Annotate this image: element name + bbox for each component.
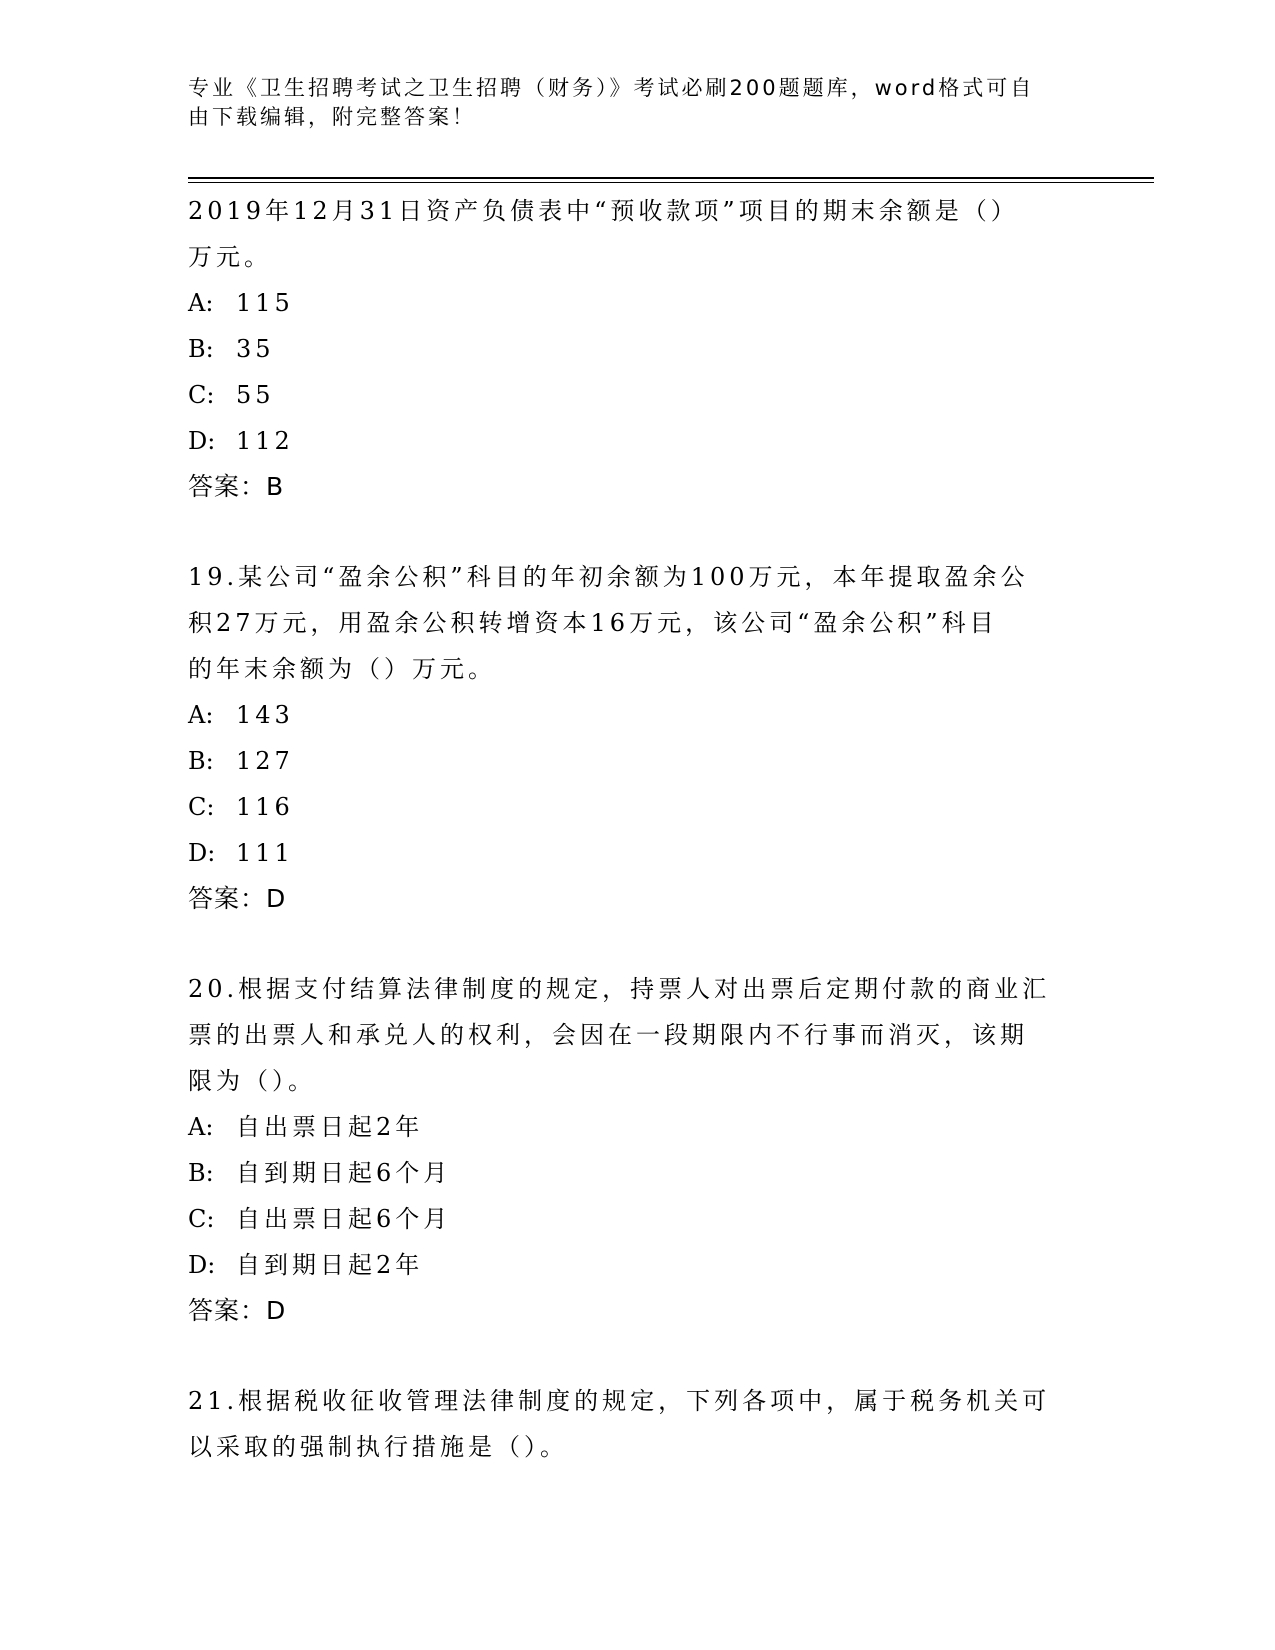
option-text: 55 <box>236 381 275 409</box>
option-c <box>188 784 1088 830</box>
option-letter: B: <box>188 335 214 363</box>
header-divider-thin <box>188 182 1154 183</box>
option-text: 112 <box>236 427 294 455</box>
question-text-line: 2019年12月31日资产负债表中“预收款项”项目的期末余额是（） <box>188 197 1019 225</box>
option-text: 116 <box>236 793 294 821</box>
option-text: 111 <box>236 839 294 867</box>
option-d <box>188 418 1088 464</box>
option-letter: D: <box>188 839 216 867</box>
question-block <box>188 188 1088 510</box>
option-text: 127 <box>236 747 294 775</box>
option-letter: B: <box>188 747 214 775</box>
question-text-line: 20.根据支付结算法律制度的规定，持票人对出票后定期付款的商业汇 <box>188 975 1051 1003</box>
question-text-line: 21.根据税收征收管理法律制度的规定，下列各项中，属于税务机关可 <box>188 1387 1051 1415</box>
option-letter: D: <box>188 427 216 455</box>
option-text: 35 <box>236 335 275 363</box>
option-letter: B: <box>188 1159 214 1187</box>
question-block <box>188 1378 1088 1470</box>
option-text: 115 <box>236 289 294 317</box>
question-text-line: 限为（）。 <box>188 1067 316 1095</box>
option-b <box>188 738 1088 784</box>
answer-line: 答案：B <box>188 472 285 501</box>
option-text: 自出票日起2年 <box>236 1113 424 1141</box>
header-line-2: 由下载编辑，附完整答案！ <box>188 105 476 129</box>
question-block <box>188 966 1088 1334</box>
option-b <box>188 1150 1088 1196</box>
question-block <box>188 554 1088 922</box>
question-text-line: 积27万元，用盈余公积转增资本16万元，该公司“盈余公积”科目 <box>188 609 998 637</box>
option-letter: A: <box>188 701 214 729</box>
option-a <box>188 1104 1088 1150</box>
option-text: 143 <box>236 701 294 729</box>
question-text-line: 以采取的强制执行措施是（）。 <box>188 1433 568 1461</box>
header-line-1: 专业《卫生招聘考试之卫生招聘（财务）》考试必刷200题题库，word格式可自 <box>188 76 1035 100</box>
option-text: 自到期日起2年 <box>236 1251 424 1279</box>
option-letter: C: <box>188 381 215 409</box>
option-letter: C: <box>188 1205 215 1233</box>
question-list <box>188 188 1088 1514</box>
question-text-line: 万元。 <box>188 243 272 271</box>
option-letter: A: <box>188 289 214 317</box>
document-header <box>188 74 1068 132</box>
answer-line: 答案：D <box>188 884 287 913</box>
question-text-line: 的年末余额为（）万元。 <box>188 655 496 683</box>
option-b <box>188 326 1088 372</box>
question-text-line: 票的出票人和承兑人的权利，会因在一段期限内不行事而消灭，该期 <box>188 1021 1028 1049</box>
option-text: 自出票日起6个月 <box>236 1205 452 1233</box>
option-d <box>188 1242 1088 1288</box>
option-d <box>188 830 1088 876</box>
option-text: 自到期日起6个月 <box>236 1159 452 1187</box>
question-text-line: 19.某公司“盈余公积”科目的年初余额为100万元，本年提取盈余公 <box>188 563 1029 591</box>
option-letter: A: <box>188 1113 214 1141</box>
option-letter: D: <box>188 1251 216 1279</box>
answer-line: 答案：D <box>188 1296 287 1325</box>
header-divider-thick <box>188 177 1154 179</box>
option-c <box>188 1196 1088 1242</box>
option-a <box>188 280 1088 326</box>
option-letter: C: <box>188 793 215 821</box>
option-a <box>188 692 1088 738</box>
option-c <box>188 372 1088 418</box>
